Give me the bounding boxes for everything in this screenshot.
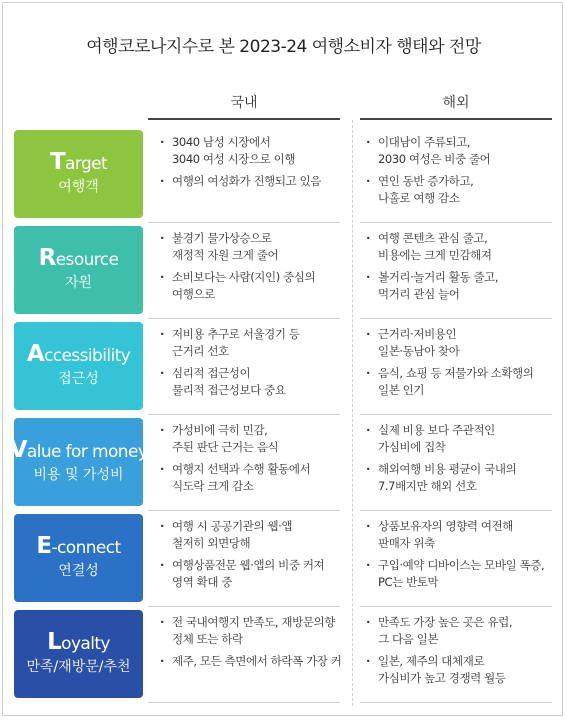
overseas-bullet-item: · 상품보유자의 영향력 여전해 판매자 위축 [366,518,566,551]
overseas-bullet-item: · 이대남이 주류되고, 2030 여성은 비중 줄어 [366,134,566,167]
category-korean-label: 연결성 [58,563,99,579]
overseas-cell [366,518,566,596]
domestic-bullet-item: · 전 국내여행지 만족도, 재방문의향 정체 또는 하락 [160,614,360,647]
row-divider [148,702,340,703]
category-badge [14,226,143,314]
overseas-cell [366,422,566,500]
domestic-bullet-item: · 불경기 물가상승으로 재정적 자원 크게 줄어 [160,230,360,263]
overseas-bullet-item: · 해외여행 비용 평균이 국내의 7.7배지만 해외 선호 [366,461,566,494]
row-divider [360,510,552,511]
category-row [0,610,567,698]
overseas-bullet-item: · 볼거리·놀거리 활동 줄고, 먹거리 관심 늘어 [366,269,566,302]
category-english-label [47,631,110,655]
category-word-rest: esource [55,250,119,270]
column-header-domestic: 국내 [230,95,258,111]
domestic-bullet-item: · 가성비에 극히 민감, 주된 판단 근거는 음식 [160,422,360,455]
overseas-bullet-item: · 실제 비용 보다 주관적인 가심비에 집착 [366,422,566,455]
category-korean-label: 여행객 [58,179,99,195]
domestic-bullet-item: · 3040 남성 시장에서 3040 여성 시장으로 이행 [160,134,360,167]
overseas-bullet-item: · 일본, 제주의 대체재로 가심비가 높고 경쟁력 월등 [366,653,566,686]
domestic-bullet-item: · 여행상품전문 웹·앱의 비중 커져 영역 확대 중 [160,557,360,590]
domestic-cell [160,614,360,676]
category-word-rest: oyalty [61,634,110,654]
overseas-bullet-item: · 음식, 쇼핑 등 저물가와 소확행의 일본 인기 [366,365,566,398]
overseas-bullet-item: · 구입·예약 디바이스는 모바일 폭증, PC는 반토막 [366,557,566,590]
overseas-cell [366,614,566,692]
category-initial: T [49,149,66,175]
category-badge [14,514,143,602]
category-row [0,226,567,314]
row-divider [360,414,552,415]
category-badge [14,610,143,698]
category-badge [14,322,143,410]
overseas-cell [366,230,566,308]
category-row [0,418,567,506]
category-badge [9,418,148,506]
row-divider [360,222,552,223]
category-english-label [39,247,119,271]
row-divider [360,702,552,703]
category-initial: V [9,437,27,463]
domestic-bullet-item: · 소비보다는 사람(지인) 중심의 여행으로 [160,269,360,302]
category-badge [14,130,143,218]
category-word-rest: alue for money [26,442,148,462]
category-english-label [27,343,130,367]
overseas-cell [366,326,566,404]
overseas-bullet-item: · 만족도 가장 높은 곳은 유럽, 그 다음 일본 [366,614,566,647]
domestic-cell [160,326,360,404]
category-english-label [50,151,107,175]
category-word-rest: arget [65,154,108,174]
domestic-bullet-item: · 여행의 여성화가 진행되고 있음 [160,173,360,190]
domestic-bullet-item: · 제주, 모든 측면에서 하락폭 가장 커 [160,653,360,670]
row-divider [360,606,552,607]
category-word-rest: -connect [51,538,121,558]
category-row [0,130,567,218]
domestic-bullet-item: · 여행 시 공공기관의 웹·앱 철저히 외면당해 [160,518,360,551]
domestic-cell [160,422,360,500]
category-initial: R [38,245,56,271]
category-initial: E [36,533,52,559]
row-divider [148,510,340,511]
overseas-bullet-item: · 근거리·저비용인 일본·동남아 찾아 [366,326,566,359]
domestic-bullet-item: · 여행지 선택과 수행 활동에서 식도락 크게 감소 [160,461,360,494]
row-divider [148,222,340,223]
category-korean-label: 비용 및 가성비 [33,467,124,483]
overseas-cell [366,134,566,212]
row-divider [148,606,340,607]
category-initial: A [26,341,45,367]
domestic-bullet-item: · 저비용 추구로 서울경기 등 근거리 선호 [160,326,360,359]
overseas-bullet-item: · 연인 동반 증가하고, 나홀로 여행 감소 [366,173,566,206]
category-initial: L [47,629,62,655]
domestic-cell [160,134,360,196]
category-english-label [10,439,148,463]
header-divider-overseas [360,118,552,120]
category-word-rest: ccessibility [44,346,131,366]
domestic-cell [160,518,360,596]
header-divider-domestic [148,118,340,120]
row-divider [148,318,340,319]
category-row [0,322,567,410]
domestic-cell [160,230,360,308]
row-divider [360,318,552,319]
category-english-label [36,535,120,559]
domestic-bullet-item: · 심리적 접근성이 물리적 접근성보다 중요 [160,365,360,398]
category-korean-label: 접근성 [58,371,99,387]
category-korean-label: 만족/재방문/추천 [26,659,131,675]
overseas-bullet-item: · 여행 콘텐츠 관심 줄고, 비용에는 크게 민감해져 [366,230,566,263]
category-row [0,514,567,602]
column-header-overseas: 해외 [442,95,470,111]
page-title: 여행코로나지수로 본 2023-24 여행소비자 행태와 전망 [86,37,481,57]
row-divider [148,414,340,415]
category-korean-label: 자원 [64,275,93,291]
